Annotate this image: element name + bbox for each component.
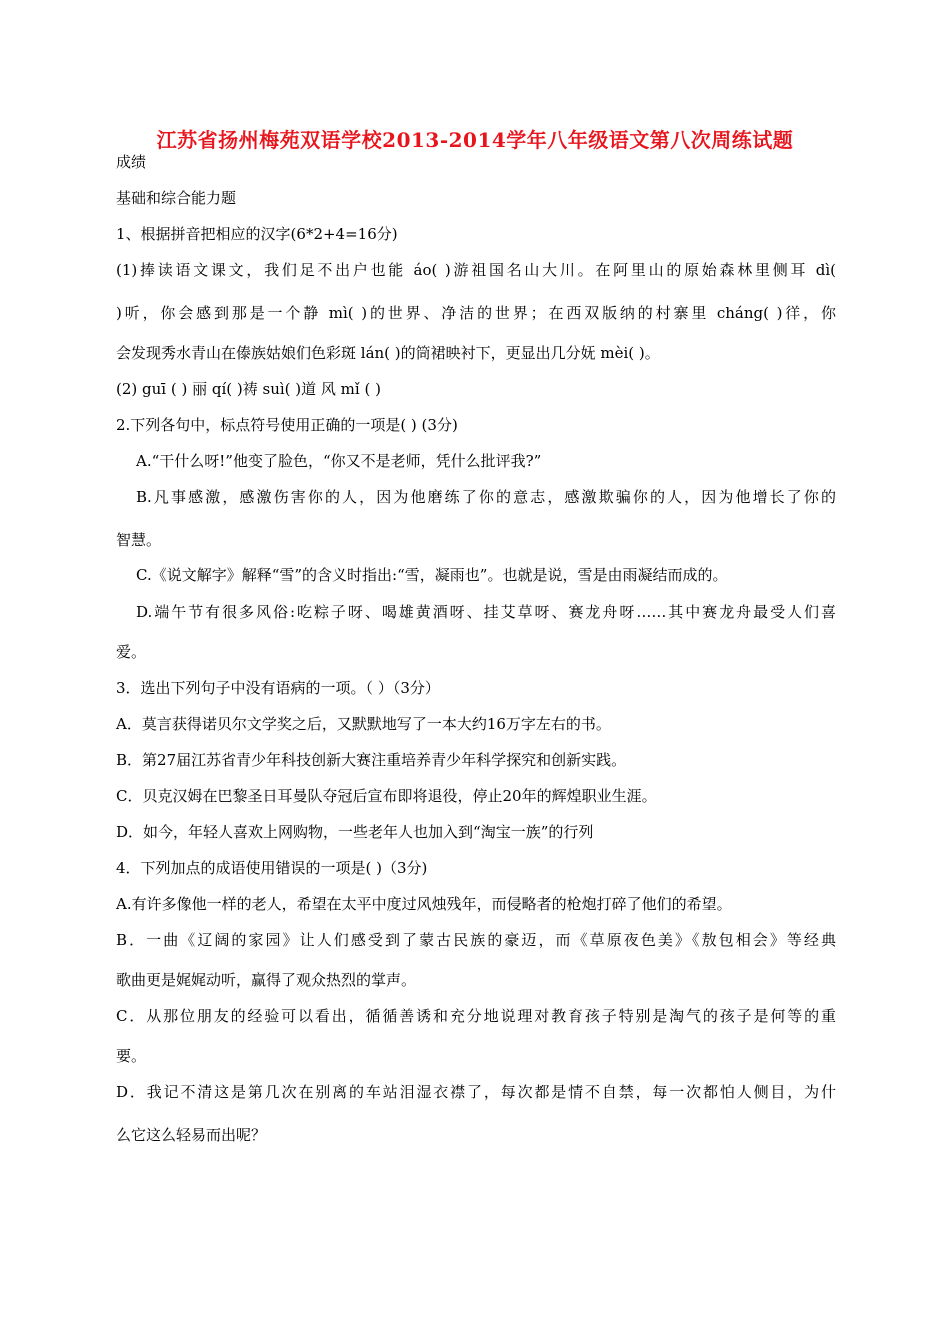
question-3-option-d: D．如今，年轻人喜欢上网购物，一些老年人也加入到“淘宝一族”的行列	[116, 823, 594, 841]
question-4-option-a: A.有许多像他一样的老人，希望在太平中度过风烛残年，而侵略者的枪炮打碎了他们的希望。	[116, 895, 732, 913]
question-1-text-line: 会发现秀水青山在傣族姑娘们色彩斑 lán( )的筒裙映衬下，更显出几分妩 mèi( )。	[116, 344, 660, 362]
question-3-option-c: C．贝克汉姆在巴黎圣日耳曼队夺冠后宣布即将退役，停止20年的辉煌职业生涯。	[116, 787, 657, 805]
question-3-option-b: B．第27届江苏省青少年科技创新大赛注重培养青少年科学探究和创新实践。	[116, 751, 627, 769]
question-2: 2.下列各句中，标点符号使用正确的一项是( ) (3分)	[116, 416, 458, 434]
question-2-option-b-cont: 智慧。	[116, 531, 162, 549]
question-3-option-a: A．莫言获得诺贝尔文学奖之后，又默默地写了一本大约16万字左右的书。	[116, 715, 611, 733]
question-1-text-line: (1)捧读语文课文，我们足不出户也能 áo( )游祖国名山大川。在阿里山的原始森林里侧耳 dì(	[116, 261, 836, 279]
question-4-option-b-cont: 歌曲更是娓娓动听，赢得了观众热烈的掌声。	[116, 971, 417, 989]
question-4-option-c: C．从那位朋友的经验可以看出，循循善诱和充分地说理对教育孩子特别是淘气的孩子是何等的重	[116, 1007, 836, 1025]
question-2-option-a: A.“干什么呀!”他变了脸色，“你又不是老师，凭什么批评我?”	[136, 452, 542, 470]
question-2-option-d: D.端午节有很多风俗:吃粽子呀、喝雄黄酒呀、挂艾草呀、赛龙舟呀……其中赛龙舟最受人们喜	[136, 603, 836, 621]
question-4-option-b: B．一曲《辽阔的家园》让人们感受到了蒙古民族的豪迈，而《草原夜色美》《敖包相会》等经典	[116, 931, 836, 949]
page-title: 江苏省扬州梅苑双语学校2013-2014学年八年级语文第八次周练试题	[156, 128, 794, 152]
question-2-option-c: C.《说文解字》解释“雪”的含义时指出:“雪，凝雨也”。也就是说，雪是由雨凝结而成的。	[136, 566, 728, 584]
question-2-option-d-cont: 爱。	[116, 643, 147, 661]
question-2-option-b: B.凡事感激，感激伤害你的人，因为他磨练了你的意志，感激欺骗你的人，因为他增长了你的	[136, 488, 836, 506]
question-1: 1、根据拼音把相应的汉字(6*2+4=16分)	[116, 225, 398, 243]
question-3: 3．选出下列句子中没有语病的一项。（ ）（3分）	[116, 679, 440, 697]
question-4-option-d-cont: 么它这么轻易而出呢？	[116, 1126, 267, 1144]
section-heading: 基础和综合能力题	[116, 189, 237, 207]
question-1-text-line: )听，你会感到那是一个静 mì( )的世界、净洁的世界；在西双版纳的村寨里 cháng( )徉，你	[116, 304, 836, 322]
score-label: 成绩	[116, 153, 147, 171]
question-1-part-2: (2) guī ( ) 丽 qí( )祷 suì( )道 风 mǐ ( )	[116, 380, 381, 398]
question-4-option-d: D．我记不清这是第几次在别离的车站泪湿衣襟了，每次都是情不自禁，每一次都怕人侧目，为什	[116, 1083, 836, 1101]
question-4: 4．下列加点的成语使用错误的一项是( )（3分)	[116, 859, 428, 877]
question-4-option-c-cont: 要。	[116, 1047, 147, 1065]
